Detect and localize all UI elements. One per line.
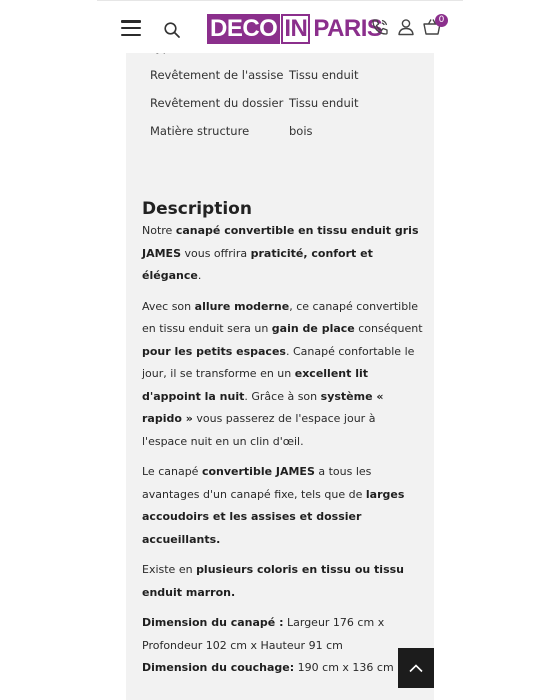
spec-row: [150, 94, 420, 112]
description-paragraph: Notre canapé convertible en tissu enduit gris JAMES vous offrira praticité, confort et élégance.: [142, 224, 419, 282]
dimensions-paragraph: Dimension du canapé : Largeur 176 cm x Profondeur 102 cm x Hauteur 91 cm Dimension du couchage: 190 cm x 136 cm: [142, 616, 394, 674]
spec-label: Matière structure: [150, 124, 250, 138]
description-paragraph: Le canapé convertible JAMES a tous les avantages d'un canapé fixe, tels que de larges accoudoirs et les assises et dossier accueillants.: [142, 465, 405, 546]
spec-value: bois: [289, 124, 313, 138]
product-details: [126, 52, 434, 700]
spec-label: Revêtement de l'assise: [150, 68, 284, 82]
site-logo[interactable]: [207, 14, 382, 44]
cart-button[interactable]: [422, 15, 445, 37]
menu-icon[interactable]: [121, 20, 141, 36]
spec-value: Tissu enduit: [289, 96, 359, 110]
user-icon[interactable]: [396, 17, 416, 37]
logo-paris: PARIS: [313, 15, 383, 42]
mobile-page: [97, 0, 463, 700]
site-header: [97, 0, 463, 53]
spec-row: [150, 66, 420, 84]
phone-icon[interactable]: [370, 17, 390, 37]
spec-row: [150, 122, 420, 140]
spec-value: Tissu enduit: [289, 68, 359, 82]
logo-deco: DECO: [207, 14, 280, 44]
description-paragraph: Existe en plusieurs coloris en tissu ou tissu enduit marron.: [142, 563, 405, 599]
description-section: [142, 198, 424, 688]
logo-in: IN: [281, 14, 310, 44]
description-title: Description: [142, 199, 252, 219]
description-paragraph: Avec son allure moderne, ce canapé convertible en tissu enduit sera un gain de place conséquent pour les petits espaces. Canapé confortable le jour, il se transforme en un excellent lit d'appoint la nuit. Grâce à son système « rapido » vous passerez de l'espace jour à l'espace nuit en un clin d'œil.: [142, 299, 423, 448]
spec-label: Revêtement du dossier: [150, 96, 284, 110]
cart-count-badge: 0: [435, 14, 448, 27]
search-icon[interactable]: [163, 21, 181, 39]
chevron-up-icon: [408, 663, 424, 673]
back-to-top-button[interactable]: [398, 648, 434, 688]
spec-table: [150, 66, 420, 150]
